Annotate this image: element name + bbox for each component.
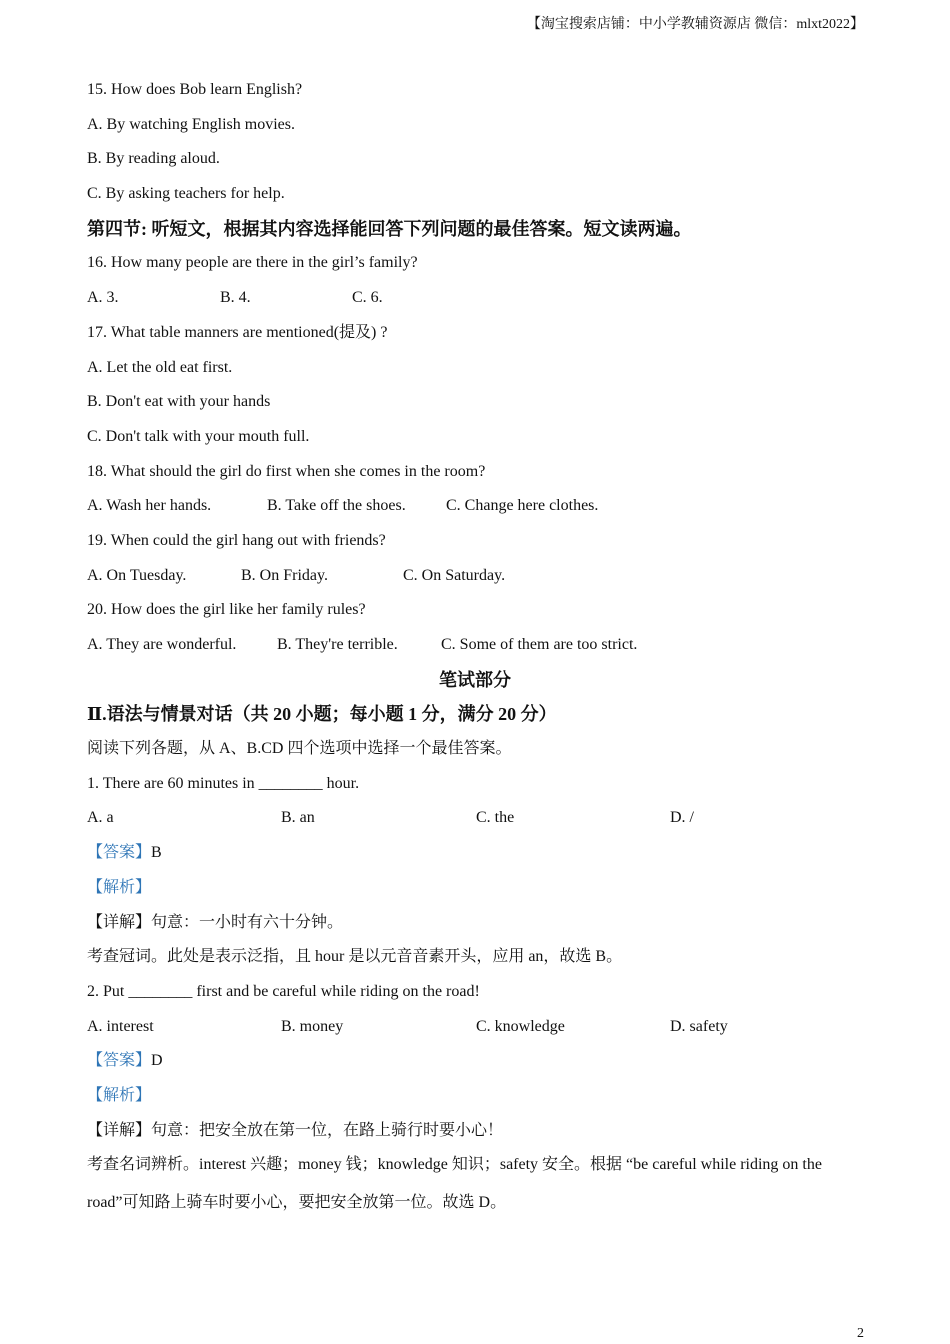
q20-options bbox=[87, 634, 867, 656]
q16-option-c: C. 6. bbox=[352, 289, 383, 307]
w2-option-a: A. interest bbox=[87, 1017, 154, 1035]
q17-option-b: B. Don't eat with your hands bbox=[87, 393, 271, 411]
answer-value: B bbox=[151, 844, 162, 862]
written-part-title: 笔试部分 bbox=[439, 669, 511, 690]
q15-option-a: A. By watching English movies. bbox=[87, 115, 295, 133]
q16-options bbox=[87, 287, 867, 309]
page-number: 2 bbox=[857, 1326, 864, 1341]
w2-analysis-label: 【解析】 bbox=[87, 1086, 152, 1104]
q16-option-a: A. 3. bbox=[87, 289, 119, 307]
q18-option-c: C. Change here clothes. bbox=[446, 497, 599, 515]
w1-answer bbox=[87, 842, 867, 864]
q18-options bbox=[87, 495, 867, 517]
question-18: 18. What should the girl do first when she comes in the room? bbox=[87, 462, 486, 480]
q18-option-a: A. Wash her hands. bbox=[87, 497, 212, 515]
w1-option-b: B. an bbox=[281, 809, 315, 827]
w1-option-c: C. the bbox=[476, 809, 515, 827]
q15-option-c: C. By asking teachers for help. bbox=[87, 185, 285, 203]
question-20: 20. How does the girl like her family rules? bbox=[87, 601, 366, 619]
page-header: 【淘宝搜索店铺：中小学教辅资源店 微信：mlxt2022】 bbox=[526, 17, 864, 32]
q17-option-a: A. Let the old eat first. bbox=[87, 358, 233, 376]
w1-option-d: D. / bbox=[670, 809, 694, 827]
w2-option-b: B. money bbox=[281, 1017, 344, 1035]
w2-explanation: 考查名词辨析。interest 兴趣；money 钱；knowledge 知识；safety 安全。根据 “be careful while riding on the road”可知路上骑车时要小心，要把安全放第一位。故选 D。 bbox=[87, 1156, 822, 1212]
q20-option-c: C. Some of them are too strict. bbox=[441, 636, 638, 653]
q18-option-b: B. Take off the shoes. bbox=[267, 497, 406, 515]
detail-label: 【详解】 bbox=[87, 1121, 152, 1139]
w1-option-a: A. a bbox=[87, 809, 114, 827]
q20-option-b: B. They're terrible. bbox=[277, 636, 398, 653]
w1-analysis-label: 【解析】 bbox=[87, 878, 152, 896]
w2-detail bbox=[87, 1120, 867, 1142]
detail-label: 【详解】 bbox=[87, 913, 152, 931]
w2-option-d: D. safety bbox=[670, 1017, 728, 1035]
w2-options bbox=[87, 1016, 867, 1038]
written-question-2: 2. Put ________ first and be careful while riding on the road! bbox=[87, 982, 480, 1000]
question-15: 15. How does Bob learn English? bbox=[87, 81, 303, 98]
w2-answer bbox=[87, 1050, 867, 1072]
page-content bbox=[87, 79, 867, 1235]
q15-option-b: B. By reading aloud. bbox=[87, 150, 220, 168]
q19-option-c: C. On Saturday. bbox=[403, 566, 506, 584]
answer-label: 【答案】 bbox=[87, 844, 152, 862]
q20-option-a: A. They are wonderful. bbox=[87, 636, 237, 653]
question-19: 19. When could the girl hang out with friends? bbox=[87, 531, 386, 549]
q17-option-c: C. Don't talk with your mouth full. bbox=[87, 427, 310, 445]
q19-option-a: A. On Tuesday. bbox=[87, 566, 187, 584]
w1-explanation: 考查冠词。此处是表示泛指，且 hour 是以元音音素开头，应用 an，故选 B。 bbox=[87, 948, 623, 966]
q19-options bbox=[87, 565, 867, 587]
written-question-1: 1. There are 60 minutes in ________ hour. bbox=[87, 774, 360, 792]
question-17: 17. What table manners are mentioned(提及) ? bbox=[87, 323, 388, 341]
w1-detail bbox=[87, 912, 867, 934]
question-16: 16. How many people are there in the girl’s family? bbox=[87, 254, 418, 272]
answer-label: 【答案】 bbox=[87, 1052, 152, 1070]
detail-text: 句意：把安全放在第一位，在路上骑行时要小心！ bbox=[151, 1121, 504, 1139]
instructions: 阅读下列各题，从 A、B.CD 四个选项中选择一个最佳答案。 bbox=[87, 740, 512, 758]
section-4-title: 第四节: 听短文，根据其内容选择能回答下列问题的最佳答案。短文读两遍。 bbox=[87, 218, 692, 239]
answer-value: D bbox=[151, 1052, 163, 1070]
part-2-title: Ⅱ.语法与情景对话（共 20 小题；每小题 1 分，满分 20 分） bbox=[87, 704, 557, 725]
w2-option-c: C. knowledge bbox=[476, 1017, 565, 1035]
q19-option-b: B. On Friday. bbox=[241, 566, 328, 584]
q16-option-b: B. 4. bbox=[220, 289, 251, 307]
detail-text: 句意：一小时有六十分钟。 bbox=[151, 913, 344, 931]
w1-options bbox=[87, 807, 867, 829]
